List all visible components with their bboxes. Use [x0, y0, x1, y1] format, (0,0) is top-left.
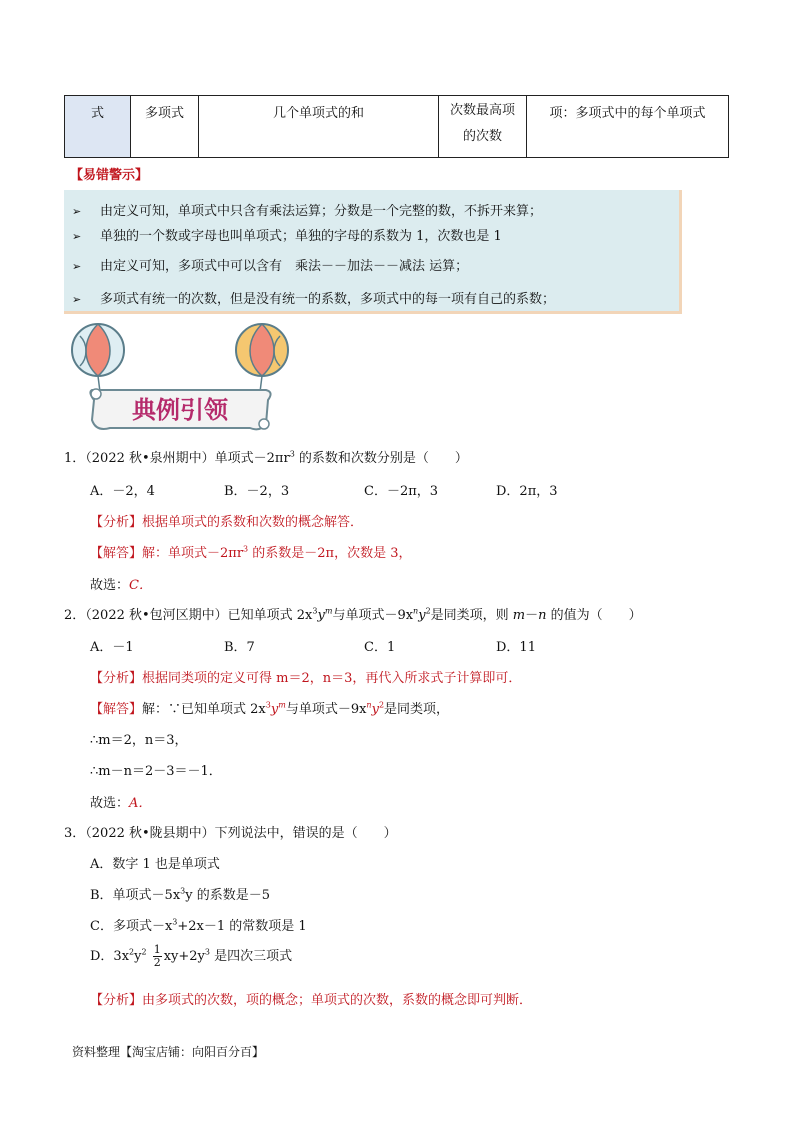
warning-item: ➢ 单独的一个数或字母也叫单项式；单独的字母的系数为 1，次数也是 1 — [72, 229, 502, 244]
arrow-icon: ➢ — [72, 293, 82, 306]
table-cell-definition: 几个单项式的和 — [199, 96, 439, 157]
question-2-stem: 2．（2022 秋•包河区期中）已知单项式 $2x^3y^m$与单项式$-9x^ny^2$是同类项，则 m－n 的值为（ ） — [64, 606, 642, 623]
question-1-option-d: D．2π，3 — [496, 484, 558, 499]
arrow-icon: ➢ — [72, 230, 82, 243]
question-2-option-a: A．－1 — [90, 640, 134, 655]
warning-item: ➢ 由定义可知，单项式中只含有乘法运算；分数是一个完整的数，不拆开来算； — [72, 204, 543, 219]
arrow-icon: ➢ — [72, 260, 82, 273]
question-3-option-a: A．数字 1 也是单项式 — [90, 857, 220, 872]
question-1-option-b: B．－2，3 — [224, 484, 290, 499]
question-3-stem: 3．（2022 秋•陇县期中）下列说法中，错误的是（ ） — [64, 826, 397, 841]
question-3-analysis: 【分析】由多项式的次数，项的概念；单项式的次数，系数的概念即可判断． — [90, 993, 533, 1008]
question-3-option-b: B．单项式$-5x^3y$ 的系数是－5 — [90, 886, 270, 903]
question-2-step-2: ∴m－n＝2－3＝－1． — [90, 764, 222, 779]
example-banner — [70, 320, 290, 440]
question-1-answer: 【解答】解：单项式$-2\pi r^3$ 的系数是－2π，次数是 3， — [90, 544, 412, 561]
question-2-option-d: D．11 — [496, 640, 536, 655]
summary-table — [64, 95, 729, 158]
question-2-answer: 【解答】解：∵已知单项式 $2x^3y^m$与单项式$-9x^ny^2$是同类项， — [90, 700, 450, 717]
table-cell-degree: 次数最高项 的次数 — [439, 96, 527, 157]
table-cell-name: 多项式 — [131, 96, 199, 157]
question-1-option-c: C．－2π，3 — [364, 484, 439, 499]
question-2-step-1: ∴m＝2，n＝3， — [90, 733, 188, 748]
question-1-option-a: A．－2，4 — [90, 484, 155, 499]
question-2-choice: 故选：A． — [90, 796, 152, 811]
fraction: $\frac{1}{2}$ — [153, 943, 161, 969]
balloon-icon — [236, 324, 288, 392]
warning-item: ➢ 多项式有统一的次数，但是没有统一的系数，多项式中的每一项有自己的系数； — [72, 292, 556, 307]
question-1-stem: 1．（2022 秋•泉州期中）单项式$-2\pi r^3$ 的系数和次数分别是（ ） — [64, 449, 468, 466]
question-3-option-d: D．$3x^2y^2$ $\frac{1}{2} xy+2y^3$ 是四次三项式 — [90, 943, 293, 969]
question-2-option-b: B．7 — [224, 640, 255, 655]
footer-source: 资料整理【淘宝店铺：向阳百分百】 — [72, 1045, 265, 1059]
warning-title: 【易错警示】 — [70, 168, 149, 183]
warning-item: ➢ 由定义可知，多项式中可以含有 乘法－－加法－－减法 运算； — [72, 259, 469, 274]
table-cell-term: 项：多项式中的每个单项式 — [549, 106, 706, 121]
question-2-analysis: 【分析】根据同类项的定义可得 m＝2，n＝3，再代入所求式子计算即可． — [90, 671, 522, 686]
balloon-icon — [72, 324, 124, 392]
table-cell-type: 式 — [65, 96, 131, 157]
question-1-choice: 故选：C． — [90, 578, 152, 593]
banner-title: 典例引领 — [132, 396, 228, 424]
question-1-analysis: 【分析】根据单项式的系数和次数的概念解答． — [90, 515, 364, 530]
question-2-option-c: C．1 — [364, 640, 396, 655]
question-3-option-c: C．多项式$-x^3+2x-1$ 的常数项是 1 — [90, 917, 307, 934]
arrow-icon: ➢ — [72, 205, 82, 218]
